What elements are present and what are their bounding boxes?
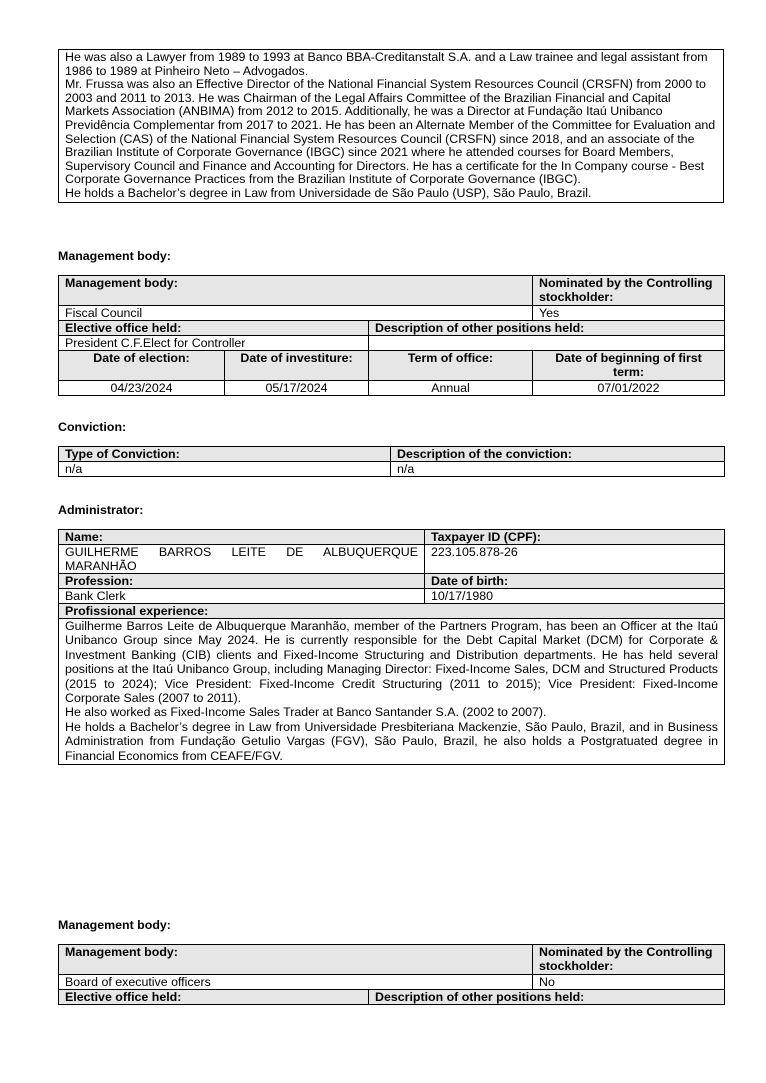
management-table xyxy=(58,275,724,396)
first-term-value: 07/01/2022 xyxy=(533,381,725,396)
nominated-label: Nominated by the Controlling stockholder: xyxy=(533,276,725,306)
date-election-label: Date of election: xyxy=(59,351,225,381)
elective-office-value: President C.F.Elect for Controller xyxy=(59,336,369,351)
management-body-label: Management body: xyxy=(59,276,533,306)
dob-label: Date of birth: xyxy=(425,574,725,589)
name-label: Name: xyxy=(59,530,425,545)
other-positions-label: Description of other positions held: xyxy=(369,321,725,336)
other-positions-value xyxy=(369,336,725,351)
previous-bio-box xyxy=(58,49,724,203)
administrator-table xyxy=(58,529,724,765)
conviction-description-value: n/a xyxy=(391,462,725,477)
conviction-table xyxy=(58,446,724,477)
term-office-value: Annual xyxy=(369,381,533,396)
nominated-value: Yes xyxy=(533,306,725,321)
date-investiture-value: 05/17/2024 xyxy=(225,381,369,396)
experience-paragraph: Guilherme Barros Leite de Albuquerque Maranhão, member of the Partners Program, has been an Officer at the Itaú Unibanco Group since May 2024. He is currently responsible for the Debt Capital Market (DCM) for Corporate & Investment Banking (CIB) clients and Fixed-Income Structuring and Distribution departments. He has held several positions at the Itaú Unibanco Group, including Managing Director: Fixed-Income Sales, DCM and Structured Products (2015 to 2024); Vice President: Fixed-Income Credit Structuring (2011 to 2015); Vice President: Fixed-Income Corporate Sales (2007 to 2011). xyxy=(65,619,718,706)
profession-label: Profession: xyxy=(59,574,425,589)
bio-paragraph: He was also a Lawyer from 1989 to 1993 at Banco BBA-Creditanstalt S.A. and a Law trainee and legal assistant from 1986 to 1989 at Pinheiro Neto – Advogados. xyxy=(65,50,708,78)
management-section-title: Management body: xyxy=(58,249,171,263)
conviction-type-label: Type of Conviction: xyxy=(59,447,391,462)
experience-paragraph: He holds a Bachelor’s degree in Law from Universidade Presbiteriana Mackenzie, São Paulo, Brazil, and in Business Administration from Fundação Getulio Vargas (FGV), São Paulo, Brazil, he also holds a Postgratuated degree in Financial Economics from CEAFE/FGV. xyxy=(65,719,718,763)
experience-label: Profissional experience: xyxy=(59,604,725,619)
first-term-label: Date of beginning of first term: xyxy=(533,351,725,381)
conviction-section-title: Conviction: xyxy=(58,420,127,434)
management-section-title: Management body: xyxy=(58,918,171,932)
administrator-section-title: Administrator: xyxy=(58,503,144,517)
elective-office-label: Elective office held: xyxy=(59,321,369,336)
dob-value: 10/17/1980 xyxy=(425,589,725,604)
management-body-label: Management body: xyxy=(59,945,533,975)
cpf-label: Taxpayer ID (CPF): xyxy=(425,530,725,545)
nominated-label: Nominated by the Controlling stockholder: xyxy=(533,945,725,975)
experience-text xyxy=(59,619,725,765)
bio-paragraph: He holds a Bachelor’s degree in Law from Universidade de São Paulo (USP), São Paulo, Brazil. xyxy=(65,185,592,200)
management-body-value: Fiscal Council xyxy=(59,306,533,321)
date-election-value: 04/23/2024 xyxy=(59,381,225,396)
cpf-value: 223.105.878-26 xyxy=(425,545,725,574)
name-value: GUILHERME BARROS LEITE DE ALBUQUERQUE MARANHÃO xyxy=(59,545,425,574)
other-positions-label: Description of other positions held: xyxy=(369,990,725,1005)
profession-value: Bank Clerk xyxy=(59,589,425,604)
term-office-label: Term of office: xyxy=(369,351,533,381)
conviction-type-value: n/a xyxy=(59,462,391,477)
conviction-description-label: Description of the conviction: xyxy=(391,447,725,462)
elective-office-label: Elective office held: xyxy=(59,990,369,1005)
management-table-2 xyxy=(58,944,724,1005)
bio-paragraph: Mr. Frussa was also an Effective Director of the National Financial System Resources Council (CRSFN) from 2000 to 2003 and 2011 to 2013. He was Chairman of the Legal Affairs Committee of the Brazilian Financial and Capital Markets Association (ANBIMA) from 2012 to 2015. Additionally, he was a Director at Fundação Itaú Unibanco Previdência Complementar from 2017 to 2021. He has been an Alternate Member of the Committee for Evaluation and Selection (CAS) of the National Financial System Resources Council (CRSFN) since 2018, and an associate of the Brazilian Institute of Corporate Governance (IBGC) since 2021 where he attended courses for Board Members, Supervisory Council and Finance and Accounting for Directors. He has a certificate for the In Company course - Best Corporate Governance Practices from the Brazilian Institute of Corporate Governance (IBGC). xyxy=(65,77,716,187)
nominated-value: No xyxy=(533,975,725,990)
date-investiture-label: Date of investiture: xyxy=(225,351,369,381)
management-body-value: Board of executive officers xyxy=(59,975,533,990)
experience-paragraph: He also worked as Fixed-Income Sales Trader at Banco Santander S.A. (2002 to 2007). xyxy=(65,705,547,720)
